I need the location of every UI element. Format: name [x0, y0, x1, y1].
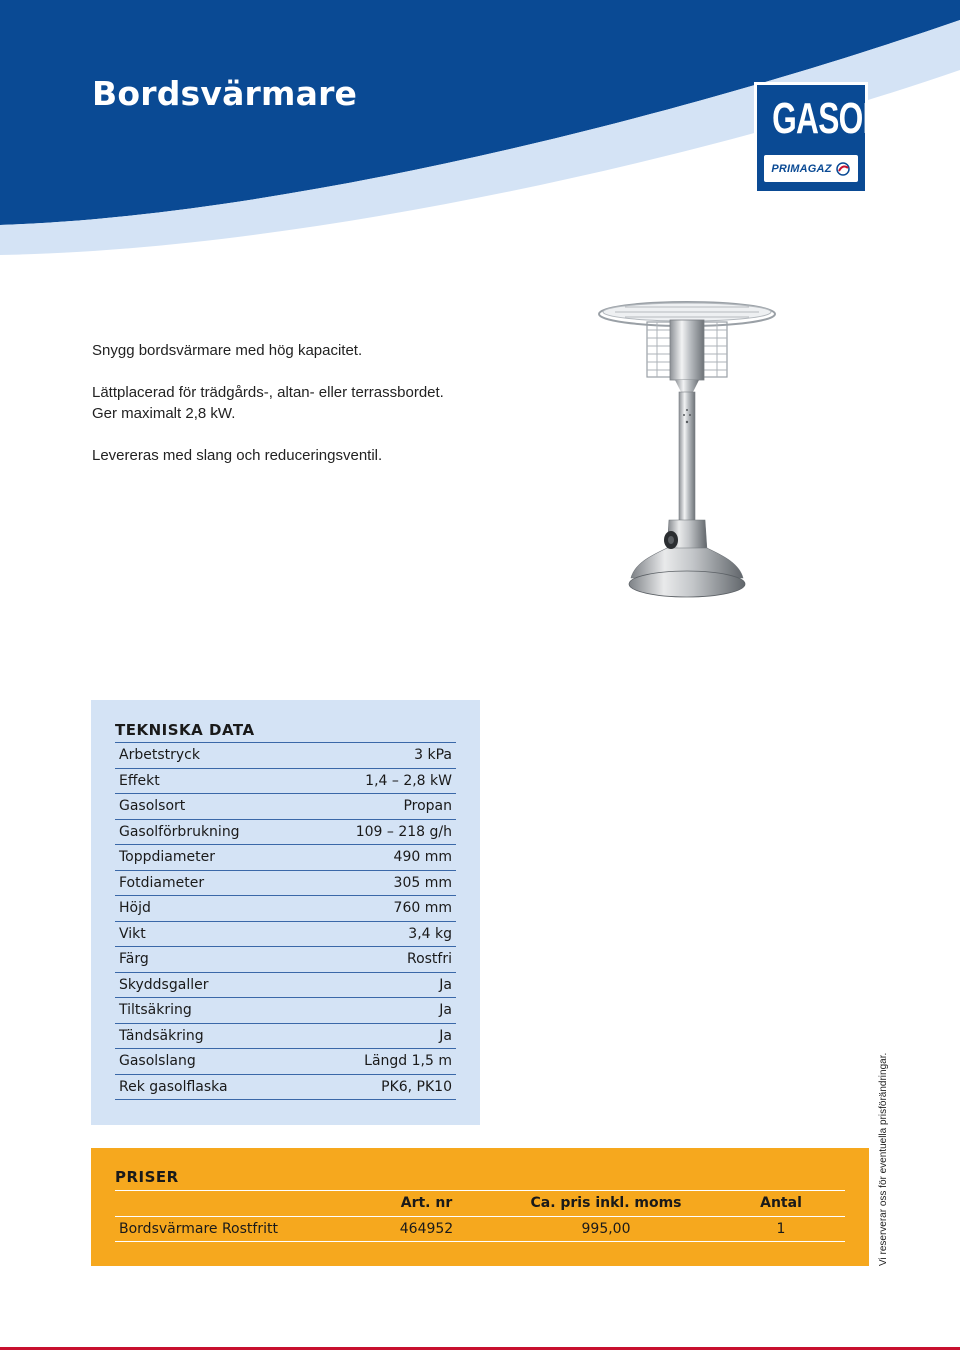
spec-value: 3,4 kg [408, 925, 452, 942]
logo-badge-text: PRIMAGAZ [771, 162, 832, 175]
spec-row [115, 871, 456, 897]
spec-label: Gasolslang [119, 1053, 196, 1070]
spec-row [115, 922, 456, 948]
spec-value: Ja [439, 1027, 452, 1044]
spec-value: PK6, PK10 [381, 1078, 452, 1095]
spec-label: Tiltsäkring [119, 1002, 192, 1019]
spec-label: Arbetstryck [119, 747, 200, 764]
intro-line: Snygg bordsvärmare med hög kapacitet. [92, 342, 363, 359]
spec-value: 109 – 218 g/h [355, 823, 452, 840]
spec-label: Höjd [119, 900, 151, 917]
page-title: Bordsvärmare [92, 74, 358, 113]
technical-data-heading: TEKNISKA DATA [115, 718, 456, 743]
spec-row [115, 1049, 456, 1075]
spec-row [115, 1075, 456, 1101]
spec-row [115, 947, 456, 973]
spec-label: Tändsäkring [119, 1027, 204, 1044]
gasol-primagaz-logo [754, 82, 882, 194]
spec-row [115, 896, 456, 922]
price-cell-name: Bordsvärmare Rostfritt [115, 1216, 358, 1243]
spec-row [115, 1024, 456, 1050]
spec-row [115, 973, 456, 999]
intro-line: Lättplacerad för trädgårds-, altan- eller terrassbordet. [92, 384, 444, 401]
spec-label: Fotdiameter [119, 874, 205, 891]
spec-row [115, 794, 456, 820]
spec-label: Vikt [119, 925, 146, 942]
intro-line: Ger maximalt 2,8 kW. [92, 405, 236, 422]
spec-label: Effekt [119, 772, 160, 789]
intro-line: Levereras med slang och reduceringsventil. [92, 447, 383, 464]
spec-value: 1,4 – 2,8 kW [365, 772, 452, 789]
spec-row [115, 820, 456, 846]
spec-label: Färg [119, 951, 149, 968]
price-cell-price: 995,00 [495, 1216, 717, 1243]
spec-value: 305 mm [393, 874, 452, 891]
bottom-rule [0, 1347, 960, 1350]
spec-value: Längd 1,5 m [364, 1053, 452, 1070]
spec-label: Rek gasolflaska [119, 1078, 228, 1095]
logo-wordmark: GASOL [772, 94, 882, 143]
logo-badge [764, 155, 858, 182]
spec-label: Toppdiameter [119, 849, 215, 866]
spec-label: Gasolsort [119, 798, 186, 815]
price-header-price: Ca. pris inkl. moms [495, 1190, 717, 1216]
spec-row [115, 998, 456, 1024]
spec-label: Gasolförbrukning [119, 823, 240, 840]
price-disclaimer: Vi reserverar oss för eventuella prisförändringar. [878, 1052, 889, 1266]
price-header-antal: Antal [717, 1190, 845, 1216]
price-cell-antal: 1 [717, 1216, 845, 1243]
prices-heading: PRISER [115, 1168, 179, 1186]
spec-value: 3 kPa [414, 747, 452, 764]
spec-row [115, 743, 456, 769]
spec-value: Propan [403, 798, 452, 815]
spec-value: Rostfri [406, 951, 452, 968]
spec-value: 490 mm [393, 849, 452, 866]
technical-data-panel [91, 700, 480, 1125]
price-header-name [115, 1190, 358, 1216]
spec-row [115, 769, 456, 795]
intro-text [92, 340, 562, 487]
prices-panel [91, 1148, 869, 1266]
spec-value: Ja [439, 1002, 452, 1019]
price-table [115, 1190, 845, 1242]
primagaz-swoosh-icon [835, 162, 851, 176]
price-header-art-nr: Art. nr [358, 1190, 495, 1216]
price-cell-art-nr: 464952 [358, 1216, 495, 1243]
spec-label: Skyddsgaller [119, 976, 209, 993]
spec-value: 760 mm [393, 900, 452, 917]
table-patio-heater-icon [595, 292, 780, 607]
spec-row [115, 845, 456, 871]
spec-value: Ja [439, 976, 452, 993]
